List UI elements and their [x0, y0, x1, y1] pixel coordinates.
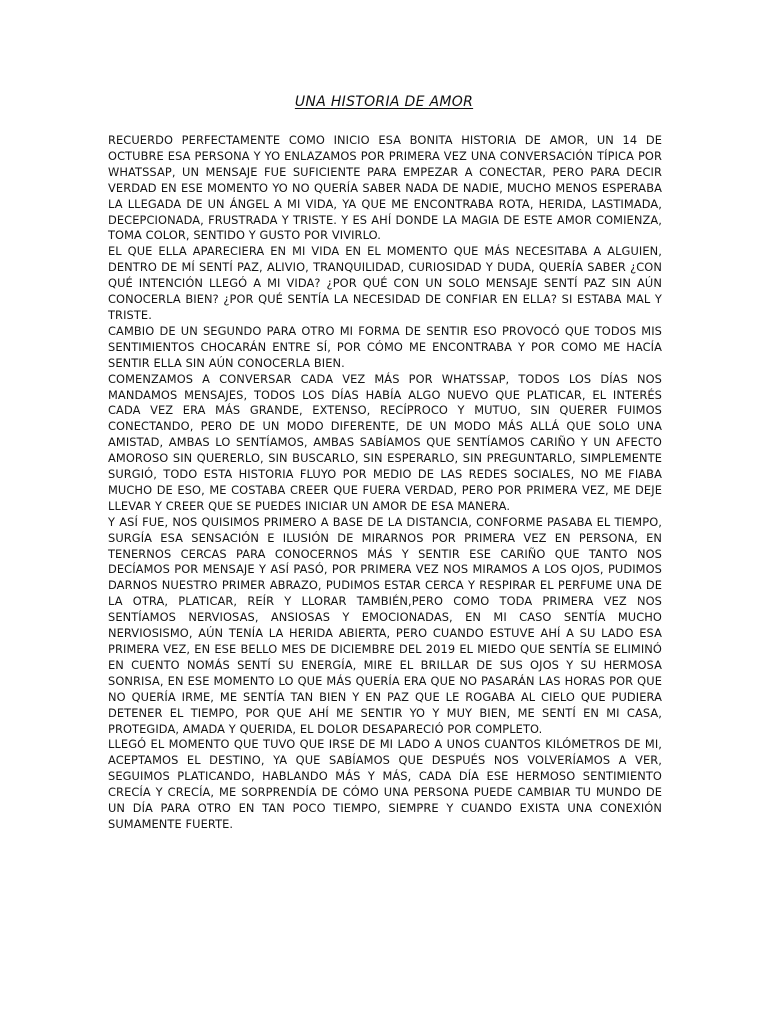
- paragraph-4: COMENZAMOS A CONVERSAR CADA VEZ MÁS POR WHATSSAP, TODOS LOS DÍAS NOS MANDAMOS MENSAJES, TODOS LOS DÍAS HABÍA ALGO NUEVO QUE PLATICAR, EL INTERÉS CADA VEZ ERA MÁS GRANDE, EXTENSO, RECÍPROCO Y MUTUO, SIN QUERER FUIMOS CONECTANDO, PERO DE UN MODO DIFERENTE, DE UN MODO MÁS ALLÁ QUE SOLO UNA AMISTAD, AMBAS LO SENTÍAMOS, AMBAS SABÍAMOS QUE SENTÍAMOS CARIÑO Y UN AFECTO AMOROSO SIN QUERERLO, SIN BUSCARLO, SIN ESPERARLO, SIN PREGUNTARLO, SIMPLEMENTE SURGIÓ, TODO ESTA HISTORIA FLUYO POR MEDIO DE LAS REDES SOCIALES, NO ME FIABA MUCHO DE ESO, ME COSTABA CREER QUE FUERA VERDAD, PERO POR PRIMERA VEZ, ME DEJE LLEVAR Y CREER QUE SE PUEDES INICIAR UN AMOR DE ESA MANERA.: [108, 371, 662, 513]
- paragraph-6: LLEGÓ EL MOMENTO QUE TUVO QUE IRSE DE MI LADO A UNOS CUANTOS KILÓMETROS DE MI, ACEPTAMOS EL DESTINO, YA QUE SABÍAMOS QUE DESPUÉS NOS VOLVERÍAMOS A VER, SEGUIMOS PLATICANDO, HABLANDO MÁS Y MÁS, CADA DÍA ESE HERMOSO SENTIMIENTO CRECÍA Y CRECÍA, ME SORPRENDÍA DE CÓMO UNA PERSONA PUEDE CAMBIAR TU MUNDO DE UN DÍA PARA OTRO EN TAN POCO TIEMPO, SIEMPRE Y CUANDO EXISTA UNA CONEXIÓN SUMAMENTE FUERTE.: [108, 737, 662, 831]
- paragraph-5: Y ASÍ FUE, NOS QUISIMOS PRIMERO A BASE DE LA DISTANCIA, CONFORME PASABA EL TIEMPO, SURGÍA ESA SENSACIÓN E ILUSIÓN DE MIRARNOS POR PRIMERA VEZ EN PERSONA, EN TENERNOS CERCAS PARA CONOCERNOS MÁS Y SENTIR ESE CARIÑO QUE TANTO NOS DECÍAMOS POR MENSAJE Y ASÍ PASÓ, POR PRIMERA VEZ NOS MIRAMOS A LOS OJOS, PUDIMOS DARNOS NUESTRO PRIMER ABRAZO, PUDIMOS ESTAR CERCA Y RESPIRAR EL PERFUME UNA DE LA OTRA, PLATICAR, REÍR Y LLORAR TAMBIÉN,PERO COMO TODA PRIMERA VEZ NOS SENTÍAMOS NERVIOSAS, ANSIOSAS Y EMOCIONADAS, EN MI CASO SENTÍA MUCHO NERVIOSISMO, AÚN TENÍA LA HERIDA ABIERTA, PERO CUANDO ESTUVE AHÍ A SU LADO ESA PRIMERA VEZ, EN ESE BELLO MES DE DICIEMBRE DEL 2019 EL MIEDO QUE SENTÍA SE ELIMINÓ EN CUENTO NOMÁS SENTÍ SU ENERGÍA, MIRE EL BRILLAR DE SUS OJOS Y SU HERMOSA SONRISA, EN ESE MOMENTO LO QUE MÁS QUERÍA ERA QUE NO PASARÁN LAS HORAS POR QUE NO QUERÍA IRME, ME SENTÍA TAN BIEN Y EN PAZ QUE LE ROGABA AL CIELO QUE PUDIERA DETENER EL TIEMPO, POR QUE AHÍ ME SENTIR YO Y MUY BIEN, ME SENTÍ EN MI CASA, PROTEGIDA, AMADA Y QUERIDA, EL DOLOR DESAPARECIÓ POR COMPLETO.: [108, 514, 662, 736]
- paragraph-2: EL QUE ELLA APARECIERA EN MI VIDA EN EL MOMENTO QUE MÁS NECESITABA A ALGUIEN, DENTRO DE MÍ SENTÍ PAZ, ALIVIO, TRANQUILIDAD, CURIOSIDAD Y DUDA, QUERÍA SABER ¿CON QUÉ INTENCIÓN LLEGÓ A MI VIDA? ¿POR QUÉ CON UN SOLO MENSAJE SENTÍ PAZ SIN AÚN CONOCERLA BIEN? ¿POR QUÉ SENTÍA LA NECESIDAD DE CONFIAR EN ELLA? SI ESTABA MAL Y TRISTE.: [108, 244, 662, 322]
- document-body: [108, 133, 662, 833]
- paragraph-1: RECUERDO PERFECTAMENTE COMO INICIO ESA BONITA HISTORIA DE AMOR, UN 14 DE OCTUBRE ESA PERSONA Y YO ENLAZAMOS POR PRIMERA VEZ UNA CONVERSACIÓN TÍPICA POR WHATSSAP, UN MENSAJE FUE SUFICIENTE PARA EMPEZAR A CONECTAR, PERO PARA DECIR VERDAD EN ESE MOMENTO YO NO QUERÍA SABER NADA DE NADIE, MUCHO MENOS ESPERABA LA LLEGADA DE UN ÁNGEL A MI VIDA, YA QUE ME ENCONTRABA ROTA, HERIDA, LASTIMADA, DECEPCIONADA, FRUSTRADA Y TRISTE. Y ES AHÍ DONDE LA MAGIA DE ESTE AMOR COMIENZA, TOMA COLOR, SENTIDO Y GUSTO POR VIVIRLO.: [108, 133, 662, 243]
- paragraph-3: CAMBIO DE UN SEGUNDO PARA OTRO MI FORMA DE SENTIR ESO PROVOCÓ QUE TODOS MIS SENTIMIENTOS CHOCARÁN ENTRE SÍ, POR CÓMO ME ENCONTRABA Y POR COMO ME HACÍA SENTIR ELLA SIN AÚN CONOCERLA BIEN.: [108, 323, 662, 370]
- document-title: UNA HISTORIA DE AMOR: [294, 94, 474, 110]
